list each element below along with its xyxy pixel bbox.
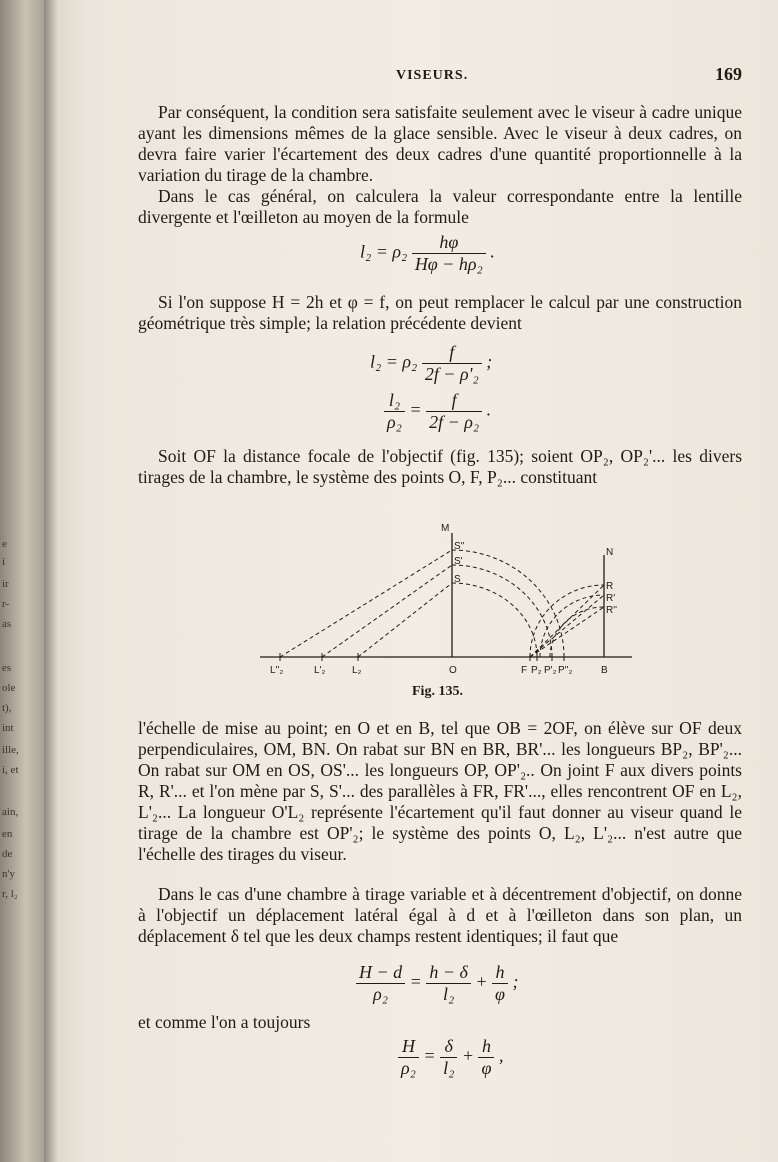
page-spine-shadow	[44, 0, 58, 1162]
left-page-fragment: int	[2, 722, 14, 734]
denominator: 2f − ρ₂	[429, 412, 480, 432]
numerator: δ	[440, 1036, 457, 1058]
parallel-line-L2	[358, 583, 452, 657]
plus-sign: +	[475, 971, 488, 992]
figure-135	[240, 515, 640, 685]
label-S2: S''	[454, 541, 465, 552]
label-L2p: L'₂	[314, 665, 326, 676]
paragraph: Dans le cas général, on calculera la valeur correspondante entre la lentille divergente et l'œilleton au moyen de la formule	[138, 186, 742, 227]
denominator: Hφ − hρ₂	[414, 254, 483, 274]
label-P2pp: P''₂	[558, 665, 573, 676]
denominator: ρ₂	[373, 984, 389, 1004]
page-number: 169	[715, 64, 742, 84]
fraction	[426, 962, 471, 1005]
left-page-fragment: r, l₂	[2, 888, 18, 900]
fraction	[356, 962, 405, 1005]
formula-2	[370, 342, 492, 385]
paragraph-4-block	[138, 446, 742, 488]
label-L2: L₂	[352, 665, 362, 676]
figure-caption: Fig. 135.	[412, 684, 463, 699]
formula-1	[360, 232, 495, 275]
join-line-FR	[530, 585, 604, 657]
paragraph-7-block	[138, 1012, 742, 1033]
label-M: M	[441, 523, 450, 534]
paragraph-1-block	[138, 102, 742, 186]
fraction	[412, 232, 486, 275]
numerator: hφ	[412, 232, 486, 254]
denominator: ρ₂	[387, 412, 402, 432]
denominator: l₂	[443, 1058, 455, 1078]
fraction	[384, 390, 405, 433]
label-P2: P₂	[531, 665, 542, 676]
arc-R1	[540, 595, 604, 657]
left-page-fragment: n'y	[2, 868, 15, 880]
denominator: ρ₂	[401, 1058, 416, 1078]
numerator: f	[426, 390, 482, 412]
equals-sign: =	[409, 399, 422, 420]
fraction	[398, 1036, 419, 1079]
join-line-FR1	[530, 595, 604, 657]
formula-5	[398, 1036, 503, 1079]
label-R: R	[606, 581, 614, 592]
denominator: φ	[494, 984, 505, 1004]
left-page-fragment: ole	[2, 682, 16, 694]
formula-punct: ;	[512, 971, 519, 992]
page-header	[138, 64, 742, 86]
paragraph: Soit OF la distance focale de l'objectif (fig. 135); soient OP₂, OP₂'... les divers tirages de la chambre, le système des points O, F, P₂... constituant	[138, 446, 742, 487]
left-page-edge	[0, 0, 46, 1162]
arc-S1	[452, 565, 552, 657]
running-title: VISEURS.	[396, 68, 469, 83]
label-S1: S'	[454, 556, 463, 567]
formula-punct: ,	[498, 1045, 504, 1066]
formula-3	[384, 390, 491, 433]
paragraph: Dans le cas d'une chambre à tirage variable et à décentrement d'objectif, on donne à l'objectif un déplacement latéral égal à d et à l'œilleton dans son plan, un déplacement δ tel que les deux champs restent identiques; il faut que	[138, 884, 742, 946]
paragraph-3-block	[138, 292, 742, 334]
fraction	[492, 962, 508, 1005]
label-R1: R'	[606, 593, 616, 604]
paragraph: Par conséquent, la condition sera satisfaite seulement avec le viseur à cadre unique ayant les dimensions mêmes de la glace sensible. Avec le viseur à deux cadres, on devra faire varier l'écartement des deux cadres d'une quantité proportionnelle à la variation du tirage de la chambre.	[138, 102, 742, 185]
label-B: B	[601, 665, 608, 676]
left-page-fragment: r-	[2, 598, 10, 610]
formula-punct: ;	[486, 351, 493, 372]
equals-sign: =	[409, 971, 422, 992]
left-page-fragment: t),	[2, 702, 12, 714]
label-S: S	[454, 574, 461, 585]
left-page-fragment: en	[2, 828, 13, 840]
numerator: f	[422, 342, 482, 364]
formula-lhs: l₂ = ρ₂	[360, 241, 408, 262]
left-page-fragment: i	[2, 556, 6, 568]
denominator: 2f − ρ'₂	[424, 364, 479, 384]
arc-R2	[550, 607, 604, 657]
denominator: l₂	[442, 984, 455, 1004]
fraction	[422, 342, 482, 385]
fraction	[426, 390, 482, 433]
paragraph-6-block	[138, 884, 742, 947]
label-P2p: P'₂	[544, 665, 557, 676]
left-page-fragment: as	[2, 618, 12, 630]
label-R2: R''	[606, 605, 618, 616]
denominator: φ	[481, 1058, 492, 1078]
label-F: F	[521, 665, 528, 676]
numerator: h	[492, 962, 508, 984]
paragraph-5-block	[138, 718, 742, 865]
paragraph-2-block	[138, 186, 742, 228]
left-page-fragment: ain,	[2, 806, 19, 818]
formula-punct: .	[490, 241, 495, 262]
fraction	[440, 1036, 457, 1079]
left-page-fragment: es	[2, 662, 12, 674]
paragraph: et comme l'on a toujours	[138, 1012, 311, 1032]
left-page-fragment: e	[2, 538, 7, 550]
paragraph: l'échelle de mise au point; en O et en B, tel que OB = 2OF, on élève sur OF deux perpendiculaires, OM, BN. On rabat sur BN en BR, BR'... les longueurs BP₂, BP'₂... On rabat sur OM en OS, OS'... les longueurs OP, OP'₂.. On joint F aux divers points R, R'... et l'on mène par S, S'... des parallèles à FR, FR'..., elles rencontrent OF en L₂, L'₂... La longueur O'L₂ représente l'écartement qu'il faut donner au viseur quand le tirage de la chambre est OP'₂; le système des points O, L₂, L'₂... n'est autre que l'échelle des tirages du viseur.	[138, 718, 742, 864]
left-page-fragment: i, et	[2, 764, 19, 776]
left-page-fragment: ir	[2, 578, 9, 590]
equals-sign: =	[423, 1045, 436, 1066]
formula-lhs: l₂ = ρ₂	[370, 351, 418, 372]
label-O: O	[449, 665, 457, 676]
paragraph: Si l'on suppose H = 2h et φ = f, on peut remplacer le calcul par une construction géométrique très simple; la relation précédente devient	[138, 292, 742, 333]
label-N: N	[606, 547, 614, 558]
numerator: l₂	[384, 390, 405, 412]
fraction	[478, 1036, 494, 1079]
formula-4	[356, 962, 518, 1005]
arc-S	[452, 583, 537, 657]
left-page-fragment: ille,	[2, 744, 19, 756]
formula-punct: .	[486, 399, 492, 420]
numerator: h − δ	[426, 962, 471, 984]
numerator: H	[398, 1036, 419, 1058]
numerator: H − d	[356, 962, 405, 984]
parallel-line-L2p	[322, 565, 452, 657]
plus-sign: +	[461, 1045, 474, 1066]
numerator: h	[478, 1036, 494, 1058]
label-L2pp: L''₂	[270, 665, 284, 676]
left-page-fragment: de	[2, 848, 13, 860]
